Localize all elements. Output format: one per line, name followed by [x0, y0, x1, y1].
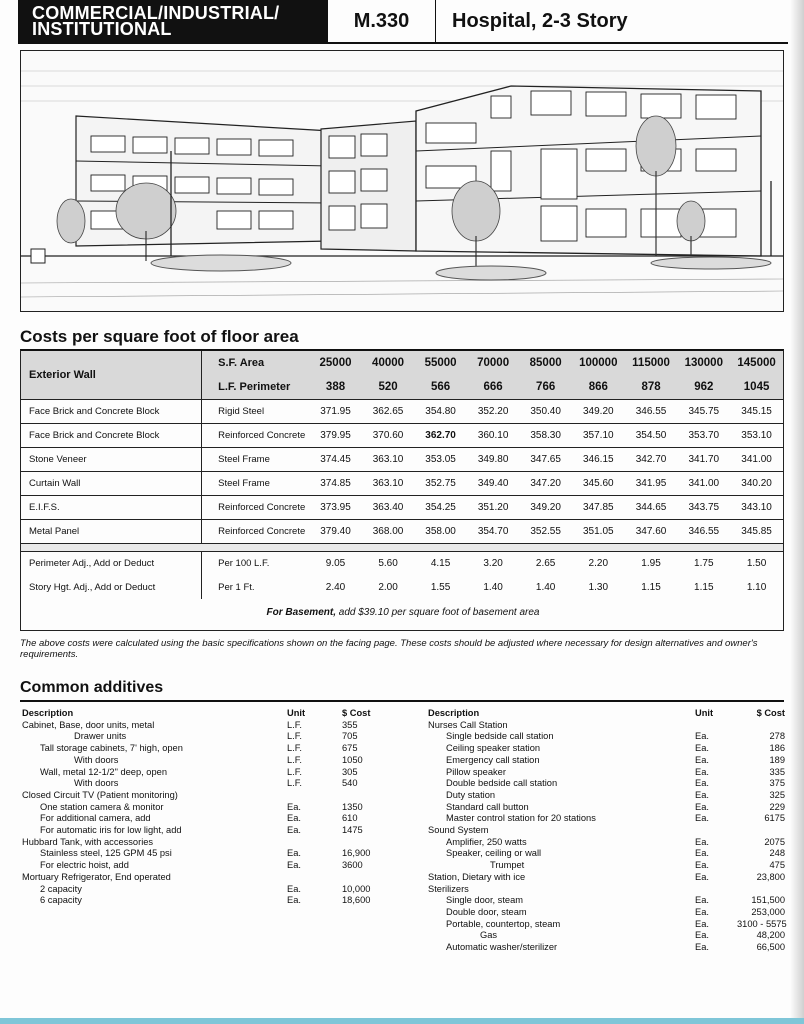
additive-description: With doors [74, 778, 119, 789]
additive-cost: 151,500 [751, 895, 785, 906]
cost-per-sf: 358.00 [414, 519, 467, 543]
sf-area-row [21, 351, 783, 375]
cost-per-sf: 345.85 [730, 519, 783, 543]
cost-per-sf: 346.15 [572, 447, 625, 471]
additive-description: Sterilizers [428, 883, 469, 894]
separator-cell [21, 543, 783, 551]
additive-unit: L.F. [287, 778, 302, 789]
exterior-wall-type: Face Brick and Concrete Block [21, 399, 202, 423]
additive-description: Station, Dietary with ice [428, 871, 526, 882]
cost-per-sf: 347.85 [572, 495, 625, 519]
additive-cost: 3600 [342, 860, 363, 871]
cost-per-sf: 345.75 [677, 399, 730, 423]
cost-header: $ Cost [756, 708, 785, 718]
page-header [18, 0, 788, 44]
cost-per-sf: 351.20 [467, 495, 520, 519]
additive-unit: Ea. [695, 789, 709, 800]
cost-row [21, 471, 783, 495]
additive-unit: L.F. [287, 731, 302, 742]
adjustment-value: 2.40 [325, 581, 346, 593]
additive-cost: 675 [342, 743, 358, 754]
exterior-wall-type: Metal Panel [21, 519, 202, 543]
additive-cost: 278 [769, 731, 785, 742]
additive-cost [737, 825, 785, 837]
sf-area-value: 85000 [519, 351, 572, 375]
adjustment-value: 2.65 [535, 557, 556, 569]
additive-cost: 475 [769, 860, 785, 871]
additive-cost: 16,900 [342, 848, 371, 859]
basement-text: add $39.10 per square foot of basement area [338, 607, 540, 618]
additive-description: Tall storage cabinets, 7' high, open [40, 743, 183, 754]
additive-unit: Ea. [287, 860, 301, 871]
additive-description: Drawer units [74, 731, 127, 742]
lf-perimeter-value: 520 [362, 375, 415, 399]
additive-unit: Ea. [695, 754, 709, 765]
cost-per-sf: 379.40 [309, 519, 362, 543]
cost-per-sf: 341.00 [677, 471, 730, 495]
additive-unit: L.F. [287, 766, 302, 777]
additive-cost [342, 790, 402, 802]
cost-per-sf: 346.55 [625, 399, 678, 423]
additive-cost: 186 [769, 743, 785, 754]
frame-type: Rigid Steel [202, 399, 310, 423]
cost-per-sf: 354.80 [414, 399, 467, 423]
sf-area-value: 40000 [362, 351, 415, 375]
table-separator [21, 543, 783, 551]
right-cost-column [737, 708, 785, 954]
section-code: M.330 [328, 0, 436, 42]
left-description-column [22, 708, 282, 907]
hospital-building-sketch [21, 51, 783, 311]
additive-description: Trumpet [490, 860, 525, 871]
cost-per-sf: 379.95 [309, 423, 362, 447]
cost-per-sf: 350.40 [519, 399, 572, 423]
frame-type: Steel Frame [202, 471, 310, 495]
sf-area-value: 130000 [677, 351, 730, 375]
additive-description: Duty station [446, 789, 496, 800]
frame-type: Steel Frame [202, 447, 310, 471]
right-unit-column [695, 708, 735, 954]
additive-cost [737, 720, 785, 732]
additive-cost: 48,200 [756, 930, 785, 941]
additive-cost: 610 [342, 813, 358, 824]
additive-unit: Ea. [695, 766, 709, 777]
cost-per-sf: 346.55 [677, 519, 730, 543]
exterior-wall-type: Face Brick and Concrete Block [21, 423, 202, 447]
adjustment-label: Story Hgt. Adj., Add or Deduct [21, 575, 202, 599]
additive-unit: Ea. [695, 848, 709, 859]
cost-per-sf: 351.05 [572, 519, 625, 543]
cost-table-box [20, 349, 784, 631]
cost-per-sf: 362.70 [414, 423, 467, 447]
cost-per-sf: 354.25 [414, 495, 467, 519]
additive-cost: 1350 [342, 801, 363, 812]
additive-cost: 229 [769, 801, 785, 812]
additive-description: Gas [480, 930, 498, 941]
additive-description: Stainless steel, 125 GPM 45 psi [40, 848, 172, 859]
lf-perimeter-value: 866 [572, 375, 625, 399]
cost-per-sf: 368.00 [362, 519, 415, 543]
cost-per-sf: 342.70 [625, 447, 678, 471]
additive-unit: Ea. [287, 813, 301, 824]
cost-row [21, 495, 783, 519]
cost-row [21, 399, 783, 423]
additive-description: One station camera & monitor [40, 801, 164, 812]
adjustment-value: 1.75 [694, 557, 714, 569]
cost-per-sf: 343.10 [730, 495, 783, 519]
description-header: Description [22, 708, 74, 718]
additive-description: Automatic washer/sterilizer [446, 942, 558, 953]
cost-per-sf: 354.50 [625, 423, 678, 447]
cost-per-sf: 362.65 [362, 399, 415, 423]
additive-unit: Ea. [695, 895, 709, 906]
additive-description: 6 capacity [40, 895, 82, 906]
description-header: Description [428, 708, 480, 718]
additive-unit: L.F. [287, 719, 302, 730]
additive-unit: Ea. [695, 778, 709, 789]
additive-unit [695, 720, 735, 732]
adjustment-value: 1.40 [483, 581, 503, 593]
additive-unit: L.F. [287, 743, 302, 754]
additive-description: Double bedside call station [446, 778, 558, 789]
additive-description: Single door, steam [446, 895, 524, 906]
additive-description: Standard call button [446, 801, 529, 812]
cost-per-sf: 360.10 [467, 423, 520, 447]
additive-cost: 305 [342, 766, 358, 777]
basement-note [21, 607, 785, 618]
additive-description: Hubbard Tank, with accessories [22, 836, 154, 847]
cost-section-title: Costs per square foot of floor area [20, 327, 299, 346]
additive-unit: Ea. [695, 836, 709, 847]
additive-cost: 355 [342, 719, 358, 730]
adjustment-value: 9.05 [325, 557, 346, 569]
additive-description: Speaker, ceiling or wall [446, 848, 542, 859]
additive-cost [342, 872, 402, 884]
additive-cost [342, 837, 402, 849]
cost-per-sf: 343.75 [677, 495, 730, 519]
cost-per-sf: 347.60 [625, 519, 678, 543]
category-label [18, 0, 328, 42]
additive-description: Pillow speaker [446, 766, 506, 777]
lf-perimeter-value: 962 [677, 375, 730, 399]
cost-per-sf: 352.20 [467, 399, 520, 423]
adjustment-row [21, 551, 783, 575]
additives-title: Common additives [20, 679, 164, 696]
cost-header: $ Cost [342, 708, 371, 718]
additive-cost: 540 [342, 778, 358, 789]
additive-unit [695, 884, 735, 896]
additive-cost: 2075 [764, 836, 785, 847]
additive-description: 2 capacity [40, 883, 82, 894]
cost-per-sf: 341.95 [625, 471, 678, 495]
lf-perimeter-value: 566 [414, 375, 467, 399]
additive-unit: Ea. [287, 825, 301, 836]
cost-per-sf: 345.15 [730, 399, 783, 423]
sf-area-value: 115000 [625, 351, 678, 375]
additive-unit: Ea. [695, 743, 709, 754]
cost-per-sf: 349.40 [467, 471, 520, 495]
cost-per-sf: 341.70 [677, 447, 730, 471]
adjustment-value: 1.15 [694, 581, 714, 593]
sf-area-label: S.F. Area [202, 351, 310, 375]
additive-cost: 375 [769, 778, 785, 789]
sf-area-value: 70000 [467, 351, 520, 375]
exterior-wall-type: E.I.F.S. [21, 495, 202, 519]
adjustment-value: 1.55 [430, 581, 451, 593]
building-illustration [20, 50, 784, 312]
additive-unit: Ea. [695, 942, 709, 953]
sf-area-value: 100000 [572, 351, 625, 375]
cost-per-sf: 344.65 [625, 495, 678, 519]
additive-description: With doors [74, 754, 119, 765]
additive-description: Double door, steam [446, 906, 527, 917]
additive-description: Amplifier, 250 watts [446, 836, 527, 847]
sf-area-value: 145000 [730, 351, 783, 375]
adjustment-value: 1.50 [746, 557, 767, 569]
cost-per-sf: 353.05 [414, 447, 467, 471]
cost-per-sf: 363.10 [362, 471, 415, 495]
additive-cost [737, 884, 785, 896]
additive-unit: Ea. [287, 895, 301, 906]
additive-unit: Ea. [695, 813, 709, 824]
cost-per-sf: 363.10 [362, 447, 415, 471]
sf-area-value: 55000 [414, 351, 467, 375]
adjustment-unit: Per 100 L.F. [218, 557, 270, 569]
lf-perimeter-label: L.F. Perimeter [202, 375, 310, 399]
additive-unit: Ea. [695, 731, 709, 742]
additive-description: For additional camera, add [40, 813, 151, 824]
additive-description: Mortuary Refrigerator, End operated [22, 871, 171, 882]
cost-per-sf: 347.20 [519, 471, 572, 495]
cost-per-sf: 352.55 [519, 519, 572, 543]
adjustment-unit: Per 1 Ft. [218, 581, 255, 593]
additive-cost: 253,000 [751, 906, 785, 917]
additive-cost: 325 [769, 789, 785, 800]
cost-per-sf: 353.10 [730, 423, 783, 447]
category-line-2: INSTITUTIONAL [32, 19, 172, 39]
additive-cost: 10,000 [342, 883, 371, 894]
adjustment-value: 2.00 [378, 581, 398, 593]
additive-description: Single bedside call station [446, 731, 554, 742]
cost-table [21, 351, 783, 599]
additive-cost: 66,500 [756, 942, 785, 953]
additive-unit [695, 825, 735, 837]
additive-unit: Ea. [695, 930, 709, 941]
additive-description: Emergency call station [446, 754, 540, 765]
adjustment-value: 1.95 [641, 557, 661, 569]
lf-perimeter-value: 1045 [730, 375, 783, 399]
additive-description: For electric hoist, add [40, 860, 129, 871]
unit-header: Unit [695, 708, 714, 718]
additive-description: Cabinet, Base, door units, metal [22, 719, 155, 730]
exterior-wall-type: Stone Veneer [21, 447, 202, 471]
cost-row [21, 519, 783, 543]
additive-unit: Ea. [695, 871, 709, 882]
additive-description: Master control station for 20 stations [446, 813, 596, 824]
cost-per-sf: 340.20 [730, 471, 783, 495]
adjustment-value: 2.20 [588, 557, 609, 569]
additive-cost: 6175 [764, 813, 785, 824]
cost-per-sf: 373.95 [309, 495, 362, 519]
cost-per-sf: 374.45 [309, 447, 362, 471]
lf-perimeter-value: 878 [625, 375, 678, 399]
lf-perimeter-value: 666 [467, 375, 520, 399]
additive-description: Wall, metal 12-1/2" deep, open [40, 766, 167, 777]
additive-description: Closed Circuit TV (Patient monitoring) [22, 789, 178, 800]
cost-per-sf: 357.10 [572, 423, 625, 447]
cost-row [21, 423, 783, 447]
left-cost-column [342, 708, 402, 907]
additive-cost: 3100 - 5575 [737, 918, 787, 929]
additive-cost: 23,800 [756, 871, 785, 882]
adjustment-row [21, 575, 783, 599]
additive-cost: 1475 [342, 825, 363, 836]
additive-cost: 335 [769, 766, 785, 777]
cost-per-sf: 374.85 [309, 471, 362, 495]
adjustment-label: Perimeter Adj., Add or Deduct [21, 551, 202, 575]
additive-cost: 705 [342, 731, 358, 742]
cost-per-sf: 341.00 [730, 447, 783, 471]
cost-per-sf: 349.20 [572, 399, 625, 423]
adjustment-value: 3.20 [483, 557, 503, 569]
adjustment-value: 1.15 [641, 581, 661, 593]
additive-cost: 189 [769, 754, 785, 765]
additive-description: Nurses Call Station [428, 719, 508, 730]
additive-unit: L.F. [287, 754, 302, 765]
cost-per-sf: 354.70 [467, 519, 520, 543]
lf-perimeter-value: 766 [519, 375, 572, 399]
additives-divider [20, 700, 784, 702]
additive-unit: Ea. [695, 906, 709, 917]
bottom-strip [0, 1018, 804, 1024]
cost-per-sf: 371.95 [309, 399, 362, 423]
cost-per-sf: 352.75 [414, 471, 467, 495]
exterior-wall-type: Curtain Wall [21, 471, 202, 495]
category-line-1: COMMERCIAL/INDUSTRIAL/ [32, 3, 280, 23]
cost-per-sf: 347.65 [519, 447, 572, 471]
additive-cost: 248 [769, 848, 785, 859]
sf-area-value: 25000 [309, 351, 362, 375]
frame-type: Reinforced Concrete [202, 423, 310, 447]
cost-footnote: The above costs were calculated using the basic specifications shown on the facing page. These costs should be adjusted where necessary for design alternatives and owner's requirements. [20, 638, 758, 660]
additive-description: Portable, countertop, steam [446, 918, 561, 929]
additive-description: For automatic iris for low light, add [40, 825, 182, 836]
additive-unit: Ea. [695, 860, 709, 871]
cost-per-sf: 353.70 [677, 423, 730, 447]
additive-unit: Ea. [287, 848, 301, 859]
lf-perimeter-value: 388 [309, 375, 362, 399]
cost-per-sf: 370.60 [362, 423, 415, 447]
unit-header: Unit [287, 708, 306, 718]
cost-per-sf: 345.60 [572, 471, 625, 495]
adjustment-value: 1.10 [746, 581, 767, 593]
additive-unit [287, 790, 327, 802]
cost-per-sf: 349.80 [467, 447, 520, 471]
cost-per-sf: 349.20 [519, 495, 572, 519]
adjustment-value: 1.30 [588, 581, 609, 593]
additive-unit [287, 872, 327, 884]
additive-unit [287, 837, 327, 849]
page-edge-shadow [790, 0, 804, 1024]
cost-row [21, 447, 783, 471]
additive-description: Ceiling speaker station [446, 743, 541, 754]
additive-unit: Ea. [695, 801, 709, 812]
cost-per-sf: 363.40 [362, 495, 415, 519]
additive-cost: 1050 [342, 754, 363, 765]
additive-description: Sound System [428, 825, 489, 836]
additive-unit: Ea. [287, 883, 301, 894]
frame-type: Reinforced Concrete [202, 519, 310, 543]
page-title: Hospital, 2-3 Story [452, 9, 628, 32]
left-unit-column [287, 708, 327, 907]
exterior-wall-header: Exterior Wall [21, 351, 202, 399]
adjustment-value: 5.60 [378, 557, 398, 569]
adjustment-value: 1.40 [535, 581, 556, 593]
right-description-column [428, 708, 688, 954]
adjustment-value: 4.15 [430, 557, 451, 569]
frame-type: Reinforced Concrete [202, 495, 310, 519]
cost-per-sf: 358.30 [519, 423, 572, 447]
basement-label: For Basement, [266, 607, 336, 618]
additive-unit: Ea. [287, 801, 301, 812]
additive-cost: 18,600 [342, 895, 371, 906]
additive-unit: Ea. [695, 918, 709, 929]
